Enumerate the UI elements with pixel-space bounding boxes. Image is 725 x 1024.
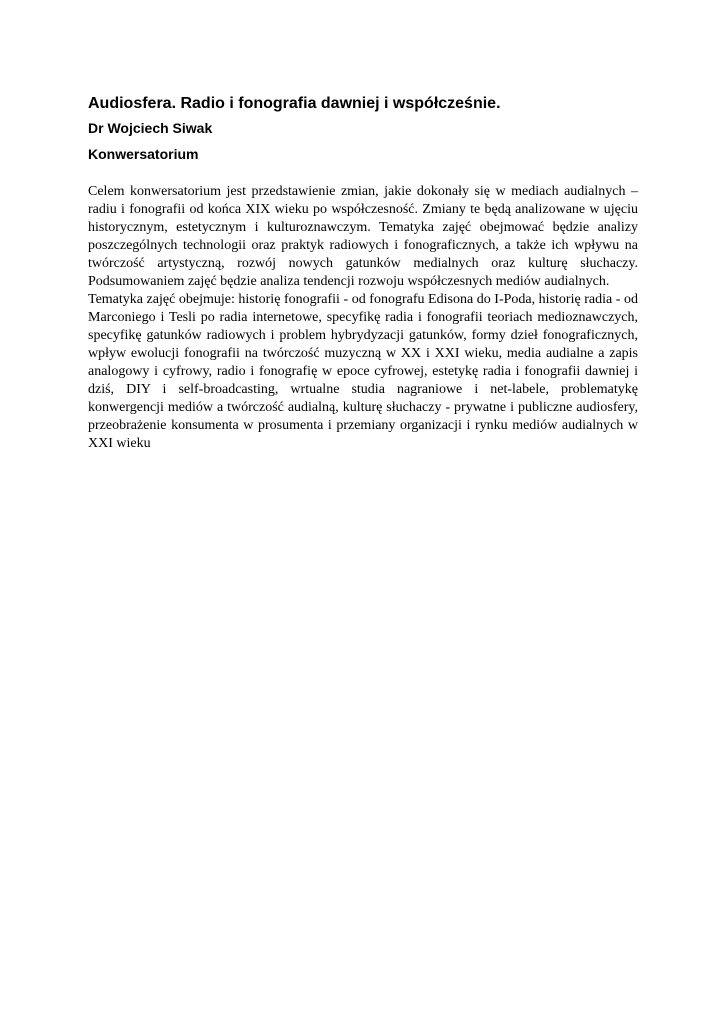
document-content: [88, 94, 638, 453]
course-type: Konwersatorium: [88, 146, 199, 162]
paragraph-description: Celem konwersatorium jest przedstawienie zmian, jakie dokonały się w mediach audialnych – radiu i fonografii od końca XIX wieku po współczesność. Zmiany te będą analizowane w ujęciu historycznym, estetycznym i kulturoznawczym. Tematyka zajęć obejmować będzie analizy poszczególnych technologii oraz praktyk radiowych i fonograficznych, a także ich wpływu na twórczość artystyczną, rozwój nowych gatunków medialnych oraz kulturę słuchaczy. Podsumowaniem zajęć będzie analiza tendencji rozwoju współczesnych mediów audialnych.: [88, 184, 638, 289]
paragraph-topics: Tematyka zajęć obejmuje: historię fonografii - od fonografu Edisona do I-Poda, historię radia - od Marconiego i Tesli po radia internetowe, specyfikę radia i fonografii teoriach medioznawczych, specyfikę gatunków radiowych i problem hybrydyzacji gatunków, formy dzieł fonograficznych, wpływ ewolucji fonografii na twórczość muzyczną w XX i XXI wieku, media audialne a zapis analogowy i cyfrowy, radio i fonografię w epoce cyfrowej, estetykę radia i fonografii dawniej i dziś, DIY i self-broadcasting, wrtualne studia nagraniowe i net-labele, problematykę konwergencji mediów a twórczość audialną, kulturę słuchaczy - prywatne i publiczne audiosfery, przeobrażenie konsumenta w prosumenta i przemiany organizacji i rynku mediów audialnych w XXI wieku: [88, 292, 638, 451]
author-name: Dr Wojciech Siwak: [88, 120, 213, 136]
document-title: Audiosfera. Radio i fonografia dawniej i współcześnie.: [88, 95, 501, 112]
